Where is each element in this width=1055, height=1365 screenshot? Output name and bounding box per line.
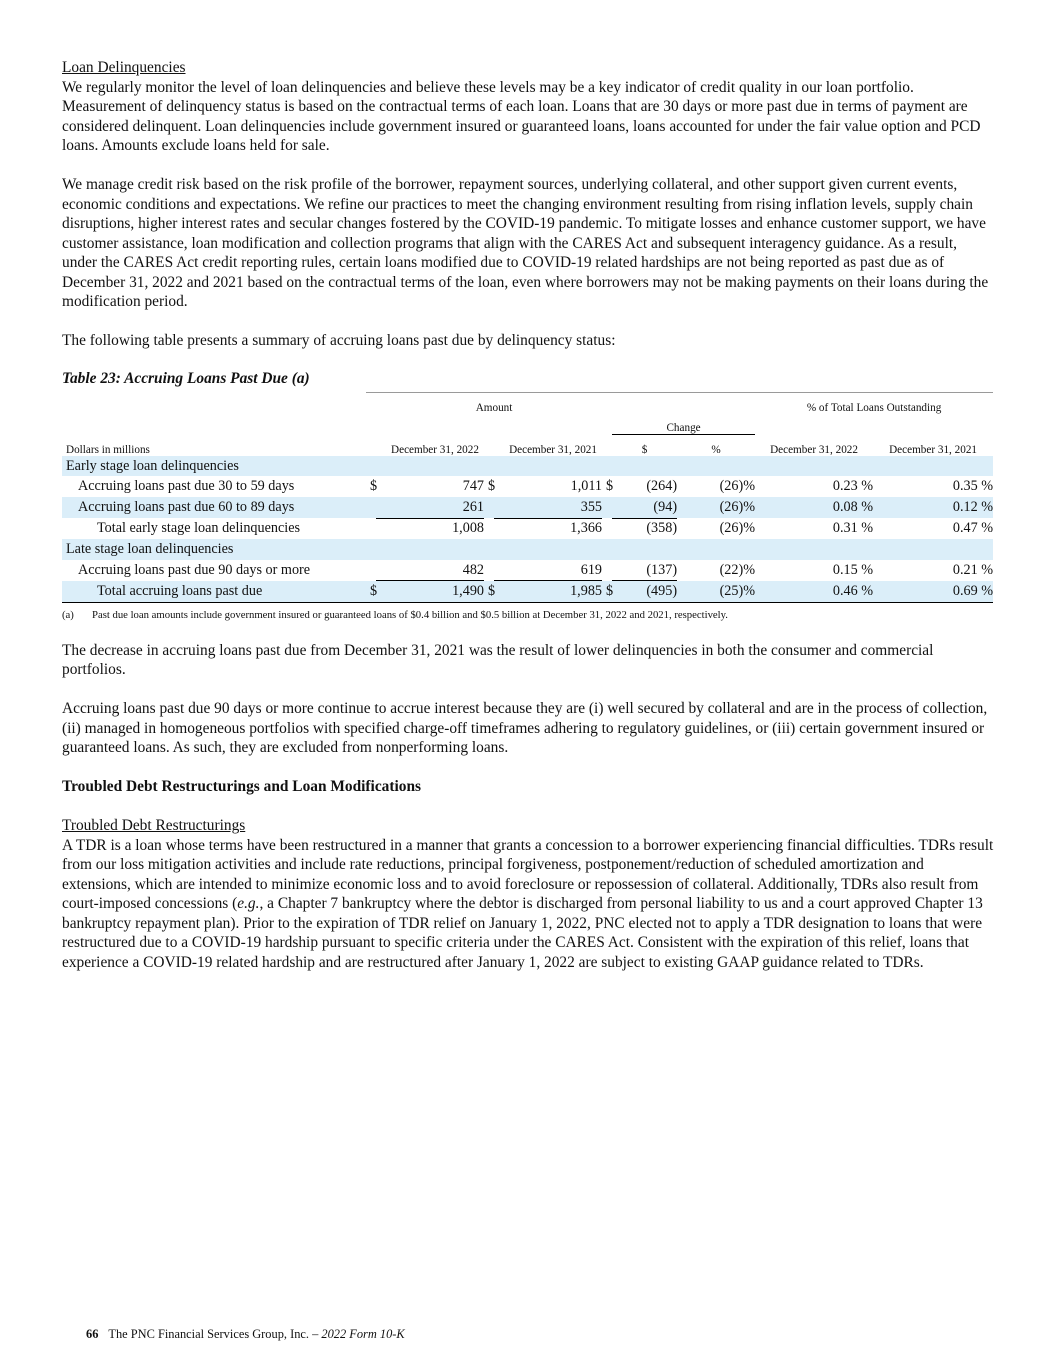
paragraph-tdr xyxy=(62,836,994,973)
table-row xyxy=(62,518,993,539)
dollar-sign: $ xyxy=(602,581,612,603)
cell-pct-2021: 0.69 % xyxy=(873,581,993,603)
group-header-pct-total: % of Total Loans Outstanding xyxy=(755,393,993,414)
table-row xyxy=(62,456,993,477)
footnote-text: Past due loan amounts include government insured or guaranteed loans of $0.4 billion and $0.5 billion at December 31, 2022 and 2021, respectively. xyxy=(92,608,728,621)
cell-amount-2022: 1,008 xyxy=(452,520,484,537)
cell-change-dollar: (94) xyxy=(612,497,677,518)
cell-change-pct: (26)% xyxy=(719,478,756,495)
table-row xyxy=(62,560,993,581)
cell-amount-2021: 1,985 xyxy=(494,581,602,603)
col-header-pct-2021: December 31, 2021 xyxy=(889,443,978,456)
footer-form: 2022 Form 10-K xyxy=(321,1327,405,1341)
tdr-text-part1: A TDR is a loan whose terms have been restructured in a manner that grants a concession to a borrower experiencing financial difficulties. TDRs result from our loss mitigation activities and include rate reductions, principal forgiveness, postponement/reduction of scheduled amortization and extensions, which are intended to minimize economic loss and to avoid foreclosure or repossession of collateral. Additionally, TDRs also result from court-imposed concessions ( xyxy=(62,836,994,913)
row-label: Late stage loan delinquencies xyxy=(62,539,993,560)
paragraph-table-intro: The following table presents a summary of accruing loans past due by delinquency status: xyxy=(62,332,616,349)
group-header-amount: Amount xyxy=(376,393,612,414)
row-label: Total accruing loans past due xyxy=(62,581,366,603)
dollar-sign: $ xyxy=(484,581,494,603)
page-number: 66 xyxy=(86,1327,99,1341)
paragraph-credit-risk: We manage credit risk based on the risk profile of the borrower, repayment sources, underlying collateral, and other support given current events, economic conditions and expectations. We refine our practices to meet the changing environment resulting from rising inflation levels, supply chain disruptions, higher interest rates and secular changes fostered by the COVID-19 pandemic. To mitigate losses and enhance customer support, we have customer assistance, loan modification and collection programs that align with the CARES Act and subsequent interagency guidance. As a result, under the CARES Act credit reporting rules, certain loans modified due to COVID-19 related hardships are not being reported as past due as of December 31, 2022 and 2021 based on the contractual terms of the loan, even where borrowers may not be making payments on their loans during the modification period. xyxy=(62,176,989,310)
col-header-change-dollar: $ xyxy=(641,443,648,456)
col-header-pct-2022: December 31, 2022 xyxy=(770,443,858,456)
col-header-amount-2022: December 31, 2022 xyxy=(391,443,479,456)
row-label: Accruing loans past due 60 to 89 days xyxy=(62,497,366,518)
cell-amount-2022: 1,490 xyxy=(376,581,484,603)
paragraph-loan-delinquencies: We regularly monitor the level of loan delinquencies and believe these levels may be a key indicator of credit quality in our loan portfolio. Measurement of delinquency status is based on the contractual terms of each loan. Loans that are 30 days or more past due in terms of payment are considered delinquent. Loan delinquencies include government insured or guaranteed loans, loans accounted for under the fair value option and PCD loans. Amounts exclude loans held for sale. xyxy=(62,78,981,154)
table-row xyxy=(62,497,993,518)
cell-pct-2021: 0.35 % xyxy=(952,478,994,495)
table-title: Table 23: Accruing Loans Past Due (a) xyxy=(62,370,310,387)
page-footer xyxy=(86,1327,405,1342)
cell-amount-2021: 1,366 xyxy=(570,520,602,537)
paragraph-decrease: The decrease in accruing loans past due from December 31, 2021 was the result of lower delinquencies in both the consumer and commercial portfolios. xyxy=(62,641,934,679)
cell-pct-2022: 0.46 % xyxy=(755,581,873,603)
row-label: Accruing loans past due 90 days or more xyxy=(78,561,311,578)
col-header-amount-2021: December 31, 2021 xyxy=(509,443,597,456)
cell-change-pct: (25)% xyxy=(677,581,755,603)
cell-pct-2021: 0.47 % xyxy=(952,520,994,537)
accruing-loans-table xyxy=(62,392,993,603)
col-header-label: Dollars in millions xyxy=(66,443,150,456)
dollar-sign: $ xyxy=(488,478,496,495)
tdr-text-part2: , a Chapter 7 bankruptcy where the debtor is discharged from personal liability to us and a court approved Chapter 13 bankruptcy repayment plan). Prior to the expiration of TDR relief on January 1, 2022, PNC elected not to apply a TDR designation to loans that were restructured due to a COVID-19 hardship pursuant to specific criteria under the CARES Act. Consistent with the expiration of this relief, loans that experience a COVID-19 related hardship and are restructured after January 1, 2022 are subject to existing GAAP guidance related to TDRs. xyxy=(62,895,983,971)
cell-amount-2021: 619 xyxy=(494,560,602,581)
cell-amount-2021: 355 xyxy=(494,497,602,518)
cell-change-pct: (26)% xyxy=(719,520,756,537)
cell-change-dollar: (264) xyxy=(646,478,678,495)
loan-delinquencies-subheading: Loan Delinquencies xyxy=(62,59,186,76)
table-footnote xyxy=(62,609,994,621)
group-header-change: Change xyxy=(612,414,755,435)
cell-change-dollar: (495) xyxy=(612,581,677,603)
dollar-sign: $ xyxy=(370,478,378,495)
row-label: Early stage loan delinquencies xyxy=(62,456,993,477)
dollar-sign: $ xyxy=(606,478,614,495)
cell-pct-2022: 0.31 % xyxy=(832,520,874,537)
footer-company: The PNC Financial Services Group, Inc. – xyxy=(108,1327,322,1341)
row-label: Total early stage loan delinquencies xyxy=(97,520,301,537)
cell-change-pct: (22)% xyxy=(719,561,756,578)
tdr-subheading: Troubled Debt Restructurings xyxy=(62,817,246,835)
document-body xyxy=(62,58,994,972)
cell-pct-2021: 0.21 % xyxy=(952,561,994,578)
footnote-marker: (a) xyxy=(62,608,74,621)
cell-amount-2021: 1,011 xyxy=(570,478,602,495)
cell-amount-2022: 747 xyxy=(462,478,484,495)
table-row xyxy=(62,581,993,603)
cell-pct-2022: 0.08 % xyxy=(755,497,873,518)
row-label: Accruing loans past due 30 to 59 days xyxy=(78,478,295,495)
dollar-sign: $ xyxy=(366,581,376,603)
cell-pct-2022: 0.23 % xyxy=(832,478,874,495)
table-row xyxy=(62,476,993,497)
cell-pct-2021: 0.12 % xyxy=(873,497,993,518)
tdr-text-eg: e.g. xyxy=(237,895,260,913)
cell-change-pct: (26)% xyxy=(677,497,755,518)
section-heading-tdr: Troubled Debt Restructurings and Loan Modifications xyxy=(62,778,422,796)
table-row xyxy=(62,539,993,560)
cell-amount-2022: 261 xyxy=(376,497,484,518)
cell-amount-2022: 482 xyxy=(376,560,484,581)
col-header-change-pct: % xyxy=(711,443,721,456)
cell-change-dollar: (358) xyxy=(646,520,678,537)
paragraph-90-days: Accruing loans past due 90 days or more continue to accrue interest because they are (i) well secured by collateral and are in the process of collection, (ii) managed in homogeneous portfolios with specified charge-off timeframes adhering to regulatory guidelines, or (iii) certain government insured or guaranteed loans. As such, they are excluded from nonperforming loans. xyxy=(62,700,988,757)
cell-pct-2022: 0.15 % xyxy=(832,561,874,578)
cell-change-dollar: (137) xyxy=(612,560,677,581)
